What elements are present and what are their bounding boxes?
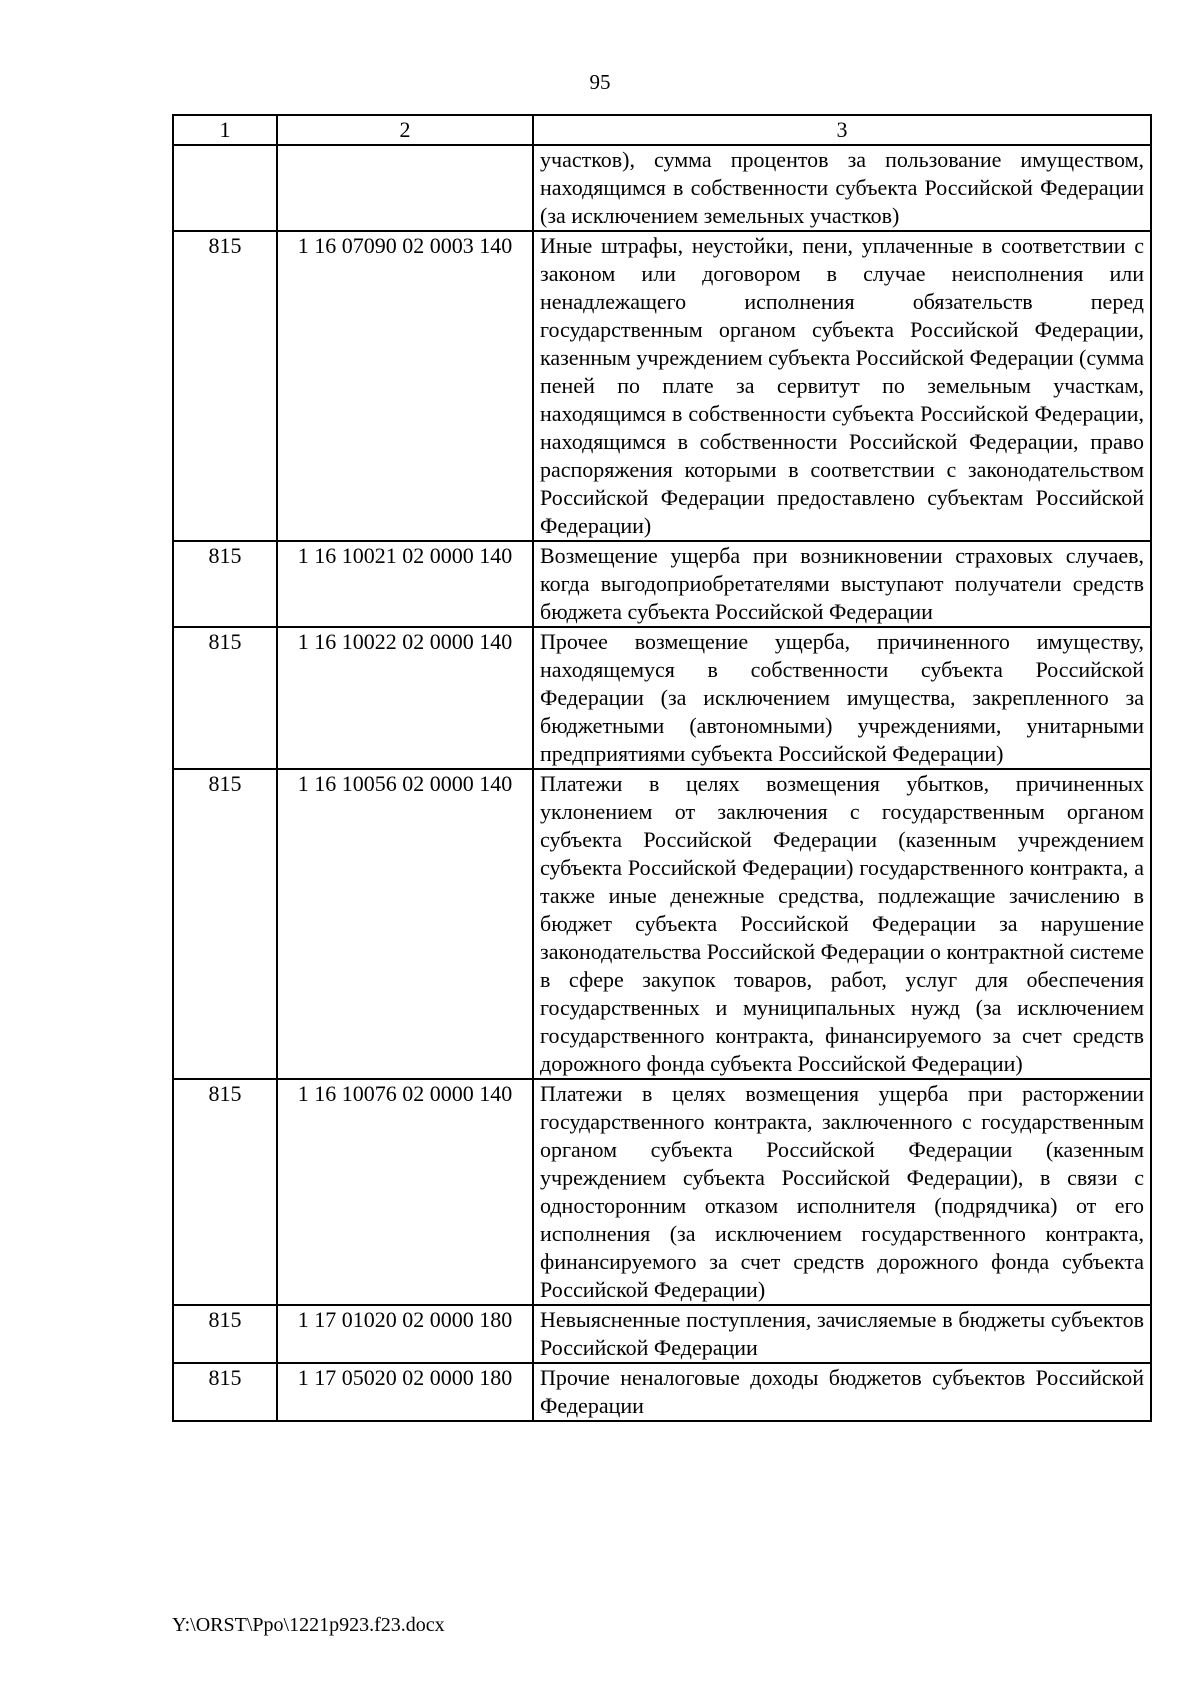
table-row xyxy=(173,627,1151,769)
header-cell-3: 3 xyxy=(533,115,1151,145)
classification-code-cell: 1 16 10021 02 0000 140 xyxy=(277,541,533,627)
classification-code-cell: 1 16 10022 02 0000 140 xyxy=(277,627,533,769)
classification-code-cell: 1 16 10056 02 0000 140 xyxy=(277,769,533,1079)
admin-code-cell: 815 xyxy=(173,1305,277,1363)
description-cell: Невыясненные поступления, зачисляемые в бюджеты субъектов Российской Федерации xyxy=(533,1305,1151,1363)
admin-code-cell: 815 xyxy=(173,627,277,769)
budget-revenue-table xyxy=(172,114,1152,1422)
table-row xyxy=(173,231,1151,541)
table-row xyxy=(173,1305,1151,1363)
classification-code-cell: 1 16 07090 02 0003 140 xyxy=(277,231,533,541)
table-row xyxy=(173,769,1151,1079)
table-row xyxy=(173,145,1151,231)
header-cell-2: 2 xyxy=(277,115,533,145)
table-row xyxy=(173,1363,1151,1421)
description-cell: Возмещение ущерба при возникновении страховых случаев, когда выгодоприобретателями выступают получатели средств бюджета субъекта Российской Федерации xyxy=(533,541,1151,627)
description-cell: Платежи в целях возмещения убытков, причиненных уклонением от заключения с государственным органом субъекта Российской Федерации (казенным учреждением субъекта Российской Федерации) государственного контракта, а также иные денежные средства, подлежащие зачислению в бюджет субъекта Российской Федерации за нарушение законодательства Российской Федерации о контрактной системе в сфере закупок товаров, работ, услуг для обеспечения государственных и муниципальных нужд (за исключением государственного контракта, финансируемого за счет средств дорожного фонда субъекта Российской Федерации) xyxy=(533,769,1151,1079)
description-cell: Прочие неналоговые доходы бюджетов субъектов Российской Федерации xyxy=(533,1363,1151,1421)
description-cell: участков), сумма процентов за пользование имуществом, находящимся в собственности субъекта Российской Федерации (за исключением земельных участков) xyxy=(533,145,1151,231)
admin-code-cell: 815 xyxy=(173,769,277,1079)
classification-code-cell: 1 17 01020 02 0000 180 xyxy=(277,1305,533,1363)
page-number: 95 xyxy=(589,70,611,94)
classification-code-cell: 1 17 05020 02 0000 180 xyxy=(277,1363,533,1421)
header-cell-1: 1 xyxy=(173,115,277,145)
description-cell: Прочее возмещение ущерба, причиненного имуществу, находящемуся в собственности субъекта Российской Федерации (за исключением имущества, закрепленного за бюджетными (автономными) учреждениями, унитарными предприятиями субъекта Российской Федерации) xyxy=(533,627,1151,769)
description-cell: Иные штрафы, неустойки, пени, уплаченные в соответствии с законом или договором в случае неисполнения или ненадлежащего исполнения обязательств перед государственным органом субъекта Российской Федерации, казенным учреждением субъекта Российской Федерации (сумма пеней по плате за сервитут по земельным участкам, находящимся в собственности субъекта Российской Федерации, находящимся в собственности Российской Федерации, право распоряжения которыми в соответствии с законодательством Российской Федерации предоставлено субъектам Российской Федерации) xyxy=(533,231,1151,541)
description-cell: Платежи в целях возмещения ущерба при расторжении государственного контракта, заключенного с государственным органом субъекта Российской Федерации (казенным учреждением субъекта Российской Федерации), в связи с односторонним отказом исполнителя (подрядчика) от его исполнения (за исключением государственного контракта, финансируемого за счет средств дорожного фонда субъекта Российской Федерации) xyxy=(533,1079,1151,1305)
table-row xyxy=(173,541,1151,627)
admin-code-cell xyxy=(173,145,277,231)
table-row xyxy=(173,1079,1151,1305)
admin-code-cell: 815 xyxy=(173,1363,277,1421)
footer-file-path: Y:\ORST\Ppo\1221p923.f23.docx xyxy=(172,1614,445,1636)
table-header-row xyxy=(173,115,1151,145)
admin-code-cell: 815 xyxy=(173,1079,277,1305)
classification-code-cell xyxy=(277,145,533,231)
classification-code-cell: 1 16 10076 02 0000 140 xyxy=(277,1079,533,1305)
admin-code-cell: 815 xyxy=(173,541,277,627)
admin-code-cell: 815 xyxy=(173,231,277,541)
